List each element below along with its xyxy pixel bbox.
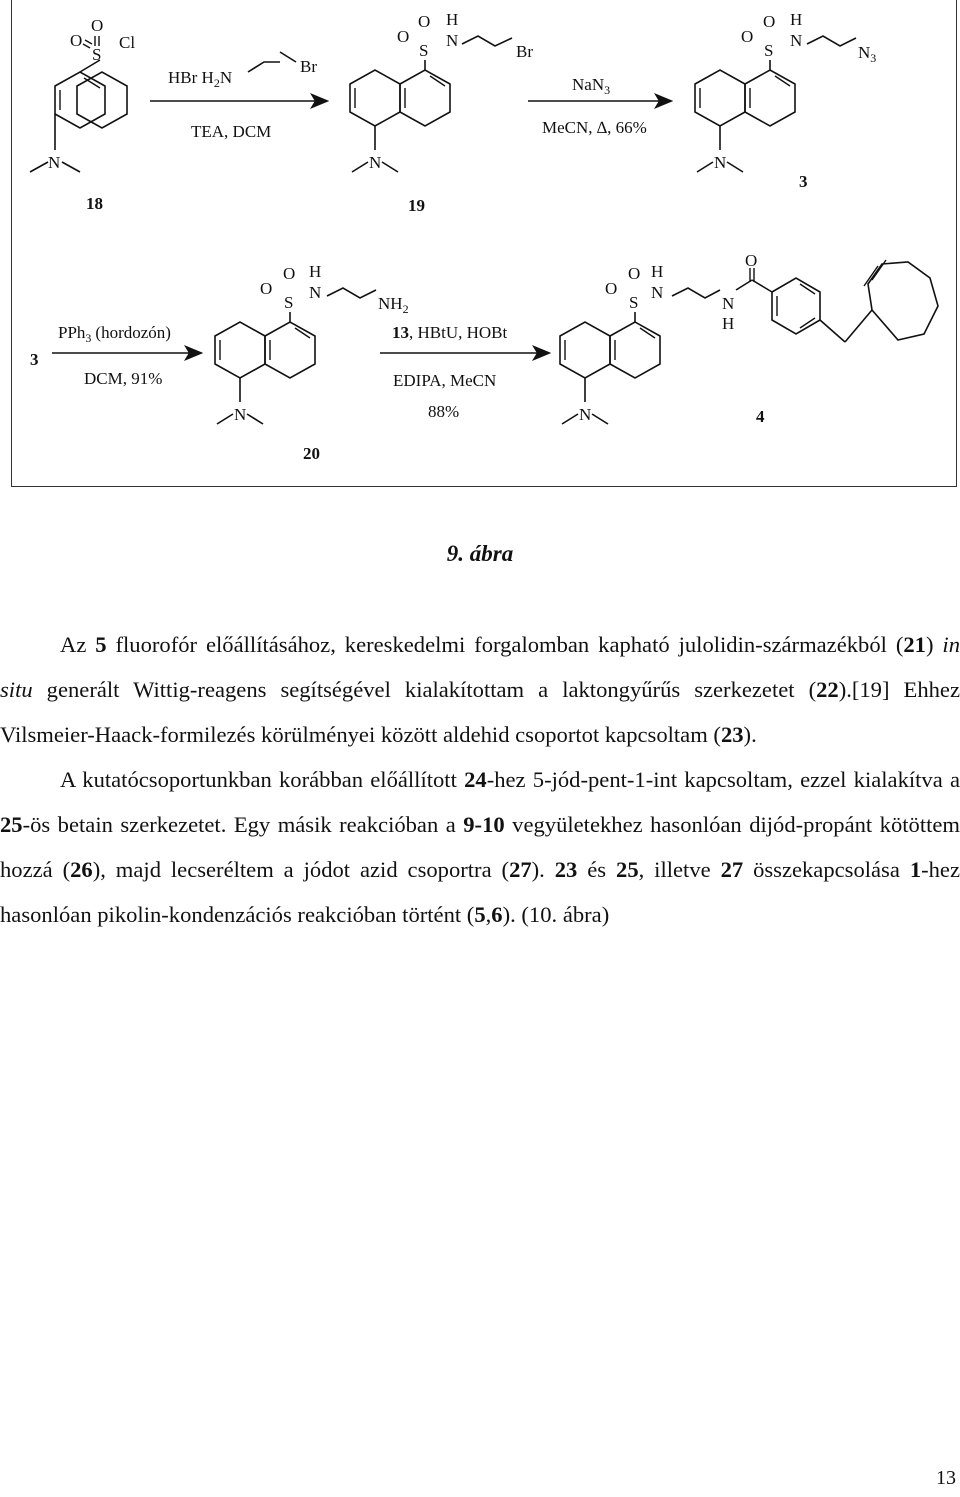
compound-ref: 27: [509, 857, 532, 882]
text-run: A kutatócsoportunkban korábban előállított: [60, 767, 465, 792]
atom-N: N: [234, 405, 247, 424]
atom-H: H: [651, 262, 664, 281]
atom-N: N: [722, 294, 735, 313]
step3-reagent: PPh$_3$ (hordozón): [58, 323, 171, 345]
text-run: ): [925, 632, 943, 657]
text-run: ).: [743, 722, 757, 747]
text-run: és: [577, 857, 617, 882]
atom-S: S: [419, 41, 429, 60]
atom-S: S: [764, 41, 774, 60]
atom-N: N: [446, 31, 459, 50]
atom-azide: $N_3$: [858, 43, 877, 65]
atom-S: S: [92, 45, 102, 64]
compound-label-4: 4: [756, 407, 765, 426]
compound-ref: 5: [95, 632, 107, 657]
text-run: összekapcsolása: [743, 857, 910, 882]
text-run: generált Wittig-reagens segítségével kialakítottam a laktongyűrűs szerkezetet (: [32, 677, 817, 702]
compound-18-structure: [30, 36, 127, 172]
step4-conditions: EDIPA, MeCN: [393, 371, 497, 390]
atom-S: S: [284, 293, 294, 312]
text-run: Az: [60, 632, 96, 657]
atom-S: S: [629, 293, 639, 312]
step4-reagent: 13, HBtU, HOBt: [392, 323, 508, 342]
text-run: ).: [531, 857, 555, 882]
text-run: fluorofór előállításához, kereskedelmi forgalomban kapható julolidin-származékból (: [106, 632, 904, 657]
text-run: ), majd lecseréltem a jódot azid csoportra (: [92, 857, 510, 882]
step1-reagent: HBr $H_2N$: [168, 68, 233, 90]
compound-20-structure: [215, 288, 376, 424]
atom-H: H: [722, 314, 735, 333]
compound-ref: 5: [474, 902, 486, 927]
paragraph-2: [0, 757, 960, 937]
figure-word: ábra: [469, 541, 514, 566]
compound-3-structure: [695, 36, 856, 172]
compound-label-3: 3: [799, 172, 808, 191]
page-number: 13: [936, 1467, 956, 1489]
atom-H: H: [446, 10, 459, 29]
atom-N: N: [790, 31, 803, 50]
text-run: -ös betain szerkezetet. Egy másik reakcióban a: [22, 812, 464, 837]
italic-term: in situ: [0, 632, 960, 702]
text-run: ). (10. ábra): [502, 902, 610, 927]
atom-N: N: [579, 405, 592, 424]
step2-conditions: MeCN, ∆, 66%: [542, 118, 647, 137]
text-run: ).[19] Ehhez Vilsmeier-Haack-formilezés körülményei között aldehid csoportot kapcsoltam (: [0, 677, 960, 747]
compound-ref: 23: [554, 857, 578, 882]
step2-reagent: NaN$_3$: [572, 75, 611, 97]
atom-N: N: [714, 153, 727, 172]
step1-conditions: TEA, DCM: [191, 122, 272, 141]
compound-ref: 6: [491, 902, 503, 927]
text-run: -hez 5-jód-pent-1-int kapcsoltam, ezzel kialakítva a: [486, 767, 960, 792]
atom-N: N: [309, 283, 322, 302]
atom-amine: $NH_2$: [378, 294, 409, 316]
atom-O: O: [628, 264, 641, 283]
atom-O: O: [91, 16, 104, 35]
atom-O: O: [605, 279, 618, 298]
text-run: , illetve: [638, 857, 721, 882]
compound-label-3-start: 3: [30, 350, 39, 369]
atom-O: O: [418, 12, 431, 31]
compound-ref: 1: [909, 857, 922, 882]
atom-Br: Br: [516, 42, 533, 61]
figure-caption: [0, 541, 960, 567]
body-text: [0, 622, 960, 937]
step1-bromide: Br: [300, 57, 317, 76]
atom-O: O: [283, 264, 296, 283]
text-run: ,: [485, 902, 492, 927]
atom-N: N: [369, 153, 382, 172]
compound-label-18: 18: [86, 194, 103, 213]
compound-ref: 9-10: [463, 812, 505, 837]
compound-ref: 25: [616, 857, 639, 882]
atom-O: O: [260, 279, 273, 298]
compound-ref: 22: [816, 677, 839, 702]
atom-O: O: [745, 251, 758, 270]
compound-ref: 21: [903, 632, 926, 657]
compound-ref: 24: [464, 767, 487, 792]
atom-N: N: [651, 283, 664, 302]
reaction-scheme: [0, 0, 960, 490]
compound-ref: 26: [70, 857, 93, 882]
compound-ref: 23: [720, 722, 744, 747]
compound-label-19: 19: [408, 196, 425, 215]
compound-ref: 27: [720, 857, 744, 882]
figure-number: 9.: [446, 541, 465, 566]
atom-H: H: [309, 262, 322, 281]
atom-O: O: [763, 12, 776, 31]
paragraph-1: [0, 622, 960, 757]
atom-O: O: [397, 27, 410, 46]
atom-O: O: [741, 27, 754, 46]
step4-yield: 88%: [428, 402, 460, 421]
text-run: vegyületekhez hasonlóan dijód-propánt kötöttem hozzá (: [0, 812, 960, 882]
atom-H: H: [790, 10, 803, 29]
atom-N: N: [48, 153, 61, 172]
atom-O: O: [70, 31, 83, 50]
compound-ref: 25: [0, 812, 23, 837]
compound-19-structure: [350, 36, 512, 172]
compound-label-20: 20: [303, 444, 320, 463]
step3-conditions: DCM, 91%: [84, 369, 163, 388]
text-run: -hez hasonlóan pikolin-kondenzációs reakcióban történt (: [0, 857, 960, 927]
atom-Cl: Cl: [119, 33, 136, 52]
